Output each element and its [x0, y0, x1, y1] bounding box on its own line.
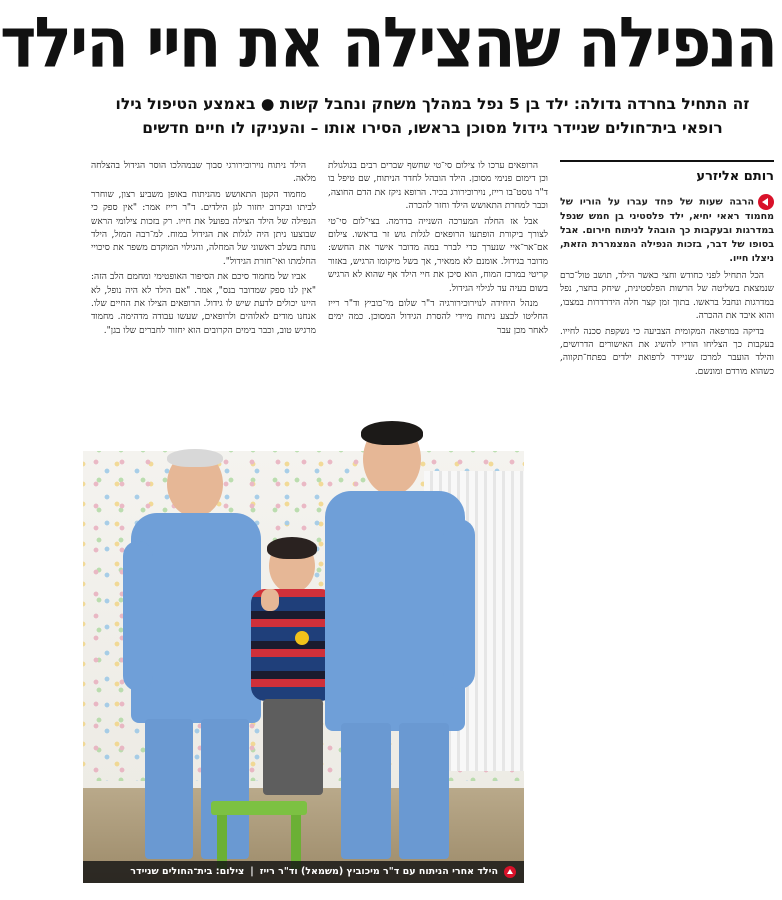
photo-credit: צילום: בית־החולים שניידר [130, 866, 245, 877]
doctor-right-hair [361, 421, 423, 445]
child-pants [263, 699, 323, 795]
doctor-left-hair [167, 449, 223, 467]
subhead-line-1-part-1: זה התחיל בחרדה גדולה: ילד בן 5 נפל במהלך משחק ונחבל קשות [279, 95, 750, 113]
paragraph: אבל אז החלה המערכה השנייה בדרמה. בצי־לום סי־טי לצורך ביקורת הופתעו הרופאים לגלות גוש זר בראשו. צילום אם־אר־איי שנערך כדי לברר במה מדובר אישר את החשש: מדובר בגידול. אומנם לא ממאיר, אך בשל מיקומו הרגיש, באזור קריטי במרכז המוח, הוא סיכן את חיי הילד אף שהוא לא הרגיש בשום בעיה עד לגילוי הגידול. [328, 216, 548, 294]
doctor-right-leg [341, 723, 391, 859]
subhead-line-1-part-2: באמצע הטיפול גילו [115, 95, 256, 113]
doctor-right-figure [315, 423, 475, 873]
subhead-line-1 [91, 92, 774, 116]
article-column-3 [91, 160, 316, 440]
green-stool [211, 801, 307, 869]
caption-separator: | [250, 866, 254, 877]
play-arrow-icon [758, 194, 774, 210]
article-column-2 [328, 160, 548, 440]
bullet-icon: ● [260, 95, 275, 113]
doctor-left-leg [145, 719, 193, 859]
thumbs-up-hand [261, 589, 279, 611]
paragraph: בדיקה במרפאה המקומית הצביעה כי נשקפת סכנה לחייו. בעקבות כך הצליחו הוריו להשיג את האישורים הדרושים, והילד הועבר למרכז שניידר לרפואת ילדים בפתח־תקווה, כשהוא מורדם ומונשם. [560, 326, 774, 377]
byline-row [560, 160, 774, 188]
child-hair [267, 537, 317, 559]
article-body [91, 160, 774, 440]
triangle-icon [504, 866, 516, 878]
paragraph: מחמוד הקטן התאושש מהניתוח באופן משביע רצון, שוחרר לביתו ובקרוב יחזור לגן הילדים. ד"ר רייז אמר: "אין ספק כי הנפילה של הילד הצילה בפועל את חייו. רק בזכות צילומי הראש שבוצעו ניתן היה לגלות את הגידול במוח. למ־רבה המזל, הילד נותח בשלב ראשוני של המחלה, והגילוי המוקדם משפר את סיכויי החלמתו ואי־חזרת הגידול". [91, 189, 316, 267]
headline: הנפילה שהצילה את חיי הילד [0, 1, 776, 84]
doctor-left-arm [123, 541, 153, 691]
subheadline [91, 92, 774, 140]
subhead-line-2: רופאי בית־חולים שניידר גידול מסוכן בראשו, הסירו אותו – והעניקו לו חיים חדשים [142, 119, 723, 137]
paragraph: מנהל היחידה לנוירוכירורגיה ד"ר שלום מי־כוביץ וד"ר רייז החליטו לבצע ניתוח מיידי להסרת הגידול המסוכן. כמה ימים לאחר מכן עבר [328, 299, 548, 336]
photo-caption-bar [83, 861, 524, 883]
photo-caption: הילד אחרי הניתוח עם ד"ר מיכוביץ (משמאל) וד"ר רייז [259, 866, 498, 877]
article-column-1 [560, 160, 774, 440]
lead-paragraph [560, 194, 774, 266]
byline: רותם אליזרע [696, 169, 774, 185]
yellow-ball [295, 631, 309, 645]
paragraph: הכל התחיל לפני כחודש וחצי כאשר הילד, תושב טול־כרם שנמצאת בשליטה של הרשות הפלסטינית, שיחק בחצר, נפל במדרגות ונחבל בראשו. בתוך זמן קצר חלה הידרדרות במצבו, והוא איבד את ההכרה. [560, 271, 774, 322]
paragraph: אביו של מחמוד סיכם את הסיפור האופטימי ומחמם הלב הזה: "אין לנו ספק שמדובר בנס", אמר. "אם הילד לא היה נופל, לא היינו יכולים לדעת שיש לו גידול. הרופאים הצילו את החיים שלו. אנחנו מודים לאלוהים ולרופאים, שעשו עבודה מדהימה. מחמוד מרגיש טוב, וכבר בימים הקרובים הוא יחזור לחברים שלו בגן". [91, 272, 316, 336]
doctor-right-arm [443, 519, 475, 689]
article-photo [83, 451, 524, 883]
paragraph: הילד ניתוח נוירוכירורגי סבוך שבמהלכו הוסר הגידול בהצלחה מלאה. [91, 161, 316, 185]
paragraph: הרופאים ערכו לו צילום סי־טי שחשף שברים רבים בגולגולת וכן דימום פנימי מסוכן. הילד הובהל לחדר הניתוח, שם טיפל בו ד"ר גוסט־בו רייז, נוירוכירורג בכיר. הרופא ניקז את הדם החוצה, וכבר למחרת התאושש הילד וחזר להכרה. [328, 161, 548, 212]
doctor-right-leg [399, 723, 449, 859]
lead-text: הרבה שעות של פחד עברו על הוריו של מחמוד ראאי יחיא, ילד פלסטיני בן חמש שנפל במדרגות ובעקבות כך הובהל לניתוח חירום. אבל בסופו של דבר, בזכות הנפילה המצמררת הזאת, ניצלו חייו. [560, 196, 774, 264]
